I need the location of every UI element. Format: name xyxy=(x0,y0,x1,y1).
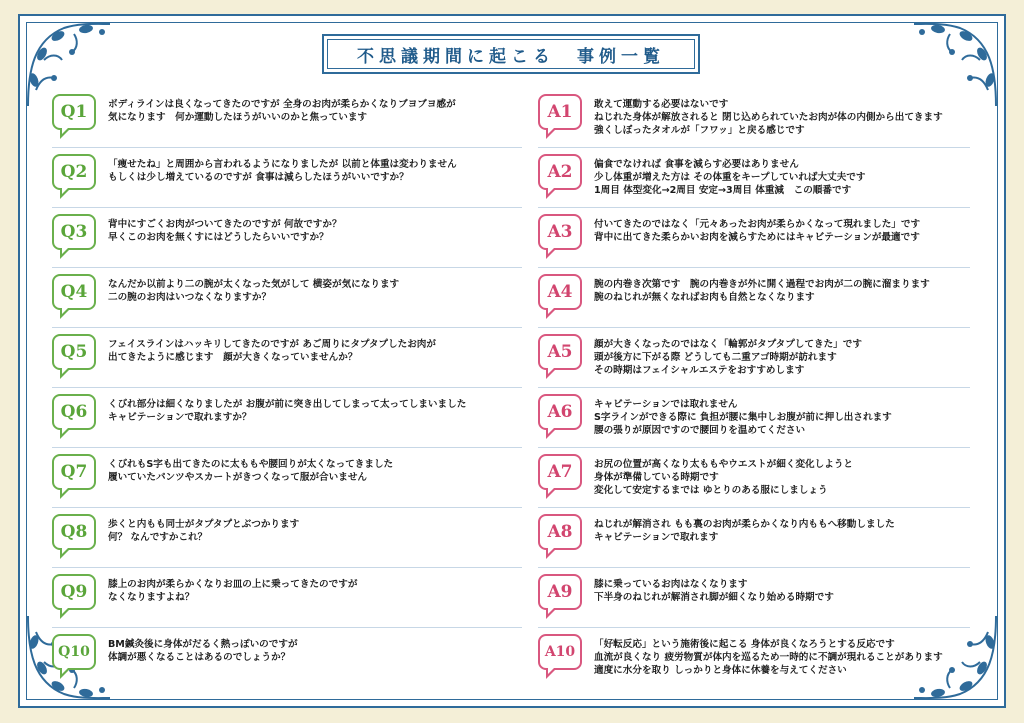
answer-label-badge: A6 xyxy=(538,394,582,430)
answer-row xyxy=(538,208,970,268)
question-text-line: 早くこのお肉を無くすにはどうしたらいいですか？ xyxy=(108,232,329,243)
answer-text xyxy=(594,278,970,304)
answer-text-line: 変化して安定するまでは ゆとりのある服にしましょう xyxy=(594,485,828,496)
answer-text-line: 腕の内巻き次第です 腕の内巻きが外に開く過程でお肉が二の腕に溜まります xyxy=(594,279,930,290)
question-text xyxy=(108,518,522,544)
answer-text-line: ねじれが解消され もも裏のお肉が柔らかくなり内ももへ移動しました xyxy=(594,519,895,530)
question-text-line: 二の腕のお肉はいつなくなりますか？ xyxy=(108,292,272,303)
answer-row xyxy=(538,508,970,568)
question-text xyxy=(108,218,522,244)
answer-text-line: キャビテーションで取れます xyxy=(594,532,719,543)
question-row xyxy=(52,628,522,688)
question-label-badge: Q2 xyxy=(52,154,96,190)
answer-text xyxy=(594,578,970,604)
question-text-line: ボディラインは良くなってきたのですが 全身のお肉が柔らかくなりブヨブヨ感が xyxy=(108,99,456,110)
question-text xyxy=(108,638,522,664)
question-row xyxy=(52,88,522,148)
question-text-line: 体調が悪くなることはあるのでしょうか？ xyxy=(108,652,291,663)
question-text xyxy=(108,578,522,604)
question-label-badge: Q7 xyxy=(52,454,96,490)
question-label-badge: Q9 xyxy=(52,574,96,610)
question-row xyxy=(52,328,522,388)
answer-text-line: 身体が準備している時期です xyxy=(594,472,719,483)
answer-row xyxy=(538,88,970,148)
answer-text-line: 腕のねじれが無くなればお肉も自然となくなります xyxy=(594,292,815,303)
question-text-line: くびれもS字も出てきたのに太ももや腰回りが太くなってきました xyxy=(108,459,394,470)
question-text-line: 歩くと内もも同士がタプタプとぶつかります xyxy=(108,519,300,530)
question-text-line: 何？ なんですかこれ？ xyxy=(108,532,208,543)
question-text-line: キャビテーションで取れますか？ xyxy=(108,412,252,423)
answer-row xyxy=(538,148,970,208)
answer-row xyxy=(538,628,970,688)
answer-label-badge: A7 xyxy=(538,454,582,490)
question-text-line: 出てきたように感じます 顔が大きくなっていませんか？ xyxy=(108,352,358,363)
page-title: 不思議期間に起こる 事例一覧 xyxy=(327,39,695,69)
answer-text-line: その時期はフェイシャルエステをおすすめします xyxy=(594,365,805,376)
question-text xyxy=(108,278,522,304)
answer-text-line: 付いてきたのではなく「元々あったお肉が柔らかくなって現れました」です xyxy=(594,219,921,230)
answer-text xyxy=(594,638,970,677)
answer-label-badge: A8 xyxy=(538,514,582,550)
question-row xyxy=(52,208,522,268)
answer-text-line: 血流が良くなり 疲労物質が体内を巡るため一時的に不調が現れることがあります xyxy=(594,652,943,663)
question-row xyxy=(52,568,522,628)
answer-text-line: 敢えて運動する必要はないです xyxy=(594,99,729,110)
question-text-line: 履いていたパンツやスカートがきつくなって服が合いません xyxy=(108,472,368,483)
answer-text-line: ねじれた身体が解放されると 閉じ込められていたお肉が体の内側から出てきます xyxy=(594,112,943,123)
answer-row xyxy=(538,268,970,328)
answer-text xyxy=(594,458,970,497)
question-text-line: もしくは少し増えているのですが 食事は減らしたほうがいいですか？ xyxy=(108,172,409,183)
question-label-badge: Q1 xyxy=(52,94,96,130)
answer-label-badge: A4 xyxy=(538,274,582,310)
answer-text-line: お尻の位置が高くなり太ももやウエストが細く変化しようと xyxy=(594,459,854,470)
answer-text-line: 背中に出てきた柔らかいお肉を減らすためにはキャビテーションが最適です xyxy=(594,232,920,243)
question-column xyxy=(52,88,522,688)
answer-text-line: キャビテーションでは取れません xyxy=(594,399,738,410)
question-text xyxy=(108,158,522,184)
answer-text xyxy=(594,218,970,244)
answer-text-line: 腰の張りが原因ですので腰回りを温めてください xyxy=(594,425,806,436)
answer-label-badge: A3 xyxy=(538,214,582,250)
question-row xyxy=(52,268,522,328)
answer-text xyxy=(594,398,970,437)
answer-label-badge: A10 xyxy=(538,634,582,670)
question-text xyxy=(108,458,522,484)
question-text-line: 背中にすごくお肉がついてきたのですが 何故ですか？ xyxy=(108,219,342,230)
question-text-line: くびれ部分は細くなりましたが お腹が前に突き出してしまって太ってしまいました xyxy=(108,399,467,410)
question-text-line: なくなりますよね？ xyxy=(108,592,195,603)
question-text xyxy=(108,98,522,124)
question-text-line: 「痩せたね」と周囲から言われるようになりましたが 以前と体重は変わりません xyxy=(108,159,457,170)
question-label-badge: Q5 xyxy=(52,334,96,370)
answer-text-line: 頭が後方に下がる際 どうしても二重アゴ時期が訪れます xyxy=(594,352,837,363)
answer-label-badge: A1 xyxy=(538,94,582,130)
answer-text-line: 偏食でなければ 食事を減らす必要はありません xyxy=(594,159,799,170)
question-text-line: 気になります 何か運動したほうがいいのかと焦っています xyxy=(108,112,368,123)
question-label-badge: Q3 xyxy=(52,214,96,250)
question-row xyxy=(52,448,522,508)
question-label-badge: Q6 xyxy=(52,394,96,430)
answer-label-badge: A2 xyxy=(538,154,582,190)
title-box xyxy=(322,34,700,74)
answer-row xyxy=(538,568,970,628)
answer-text-line: 少し体重が増えた方は その体重をキープしていれば大丈夫です xyxy=(594,172,866,183)
answer-text-line: 1周目 体型変化→2周目 安定→3周目 体重減 この順番です xyxy=(594,185,852,196)
answer-text xyxy=(594,518,970,544)
question-text-line: なんだか以前より二の腕が太くなった気がして 横姿が気になります xyxy=(108,279,400,290)
question-row xyxy=(52,508,522,568)
answer-row xyxy=(538,448,970,508)
answer-text-line: 膝に乗っているお肉はなくなります xyxy=(594,579,748,590)
answer-text-line: 強くしぼったタオルが「フワッ」と戻る感じです xyxy=(594,125,805,136)
answer-text-line: 適度に水分を取り しっかりと身体に休養を与えてください xyxy=(594,665,847,676)
question-text-line: フェイスラインはハッキリしてきたのですが あご周りにタプタプしたお肉が xyxy=(108,339,436,350)
answer-text xyxy=(594,338,970,377)
question-label-badge: Q10 xyxy=(52,634,96,670)
answer-row xyxy=(538,388,970,448)
question-text-line: BM鍼灸後に身体がだるく熱っぽいのですが xyxy=(108,639,298,650)
answer-text-line: S字ラインができる際に 負担が腰に集中しお腹が前に押し出されます xyxy=(594,412,892,423)
question-text-line: 膝上のお肉が柔らかくなりお皿の上に乗ってきたのですが xyxy=(108,579,358,590)
answer-text-line: 顔が大きくなったのではなく「輪郭がタプタプしてきた」です xyxy=(594,339,862,350)
question-label-badge: Q4 xyxy=(52,274,96,310)
question-text xyxy=(108,398,522,424)
answer-label-badge: A9 xyxy=(538,574,582,610)
question-row xyxy=(52,148,522,208)
answer-text xyxy=(594,158,970,197)
answer-column xyxy=(538,88,970,688)
answer-text-line: 下半身のねじれが解消され脚が細くなり始める時期です xyxy=(594,592,834,603)
question-label-badge: Q8 xyxy=(52,514,96,550)
question-row xyxy=(52,388,522,448)
answer-text-line: 「好転反応」という施術後に起こる 身体が良くなろうとする反応です xyxy=(594,639,895,650)
question-text xyxy=(108,338,522,364)
answer-label-badge: A5 xyxy=(538,334,582,370)
answer-row xyxy=(538,328,970,388)
answer-text xyxy=(594,98,970,137)
